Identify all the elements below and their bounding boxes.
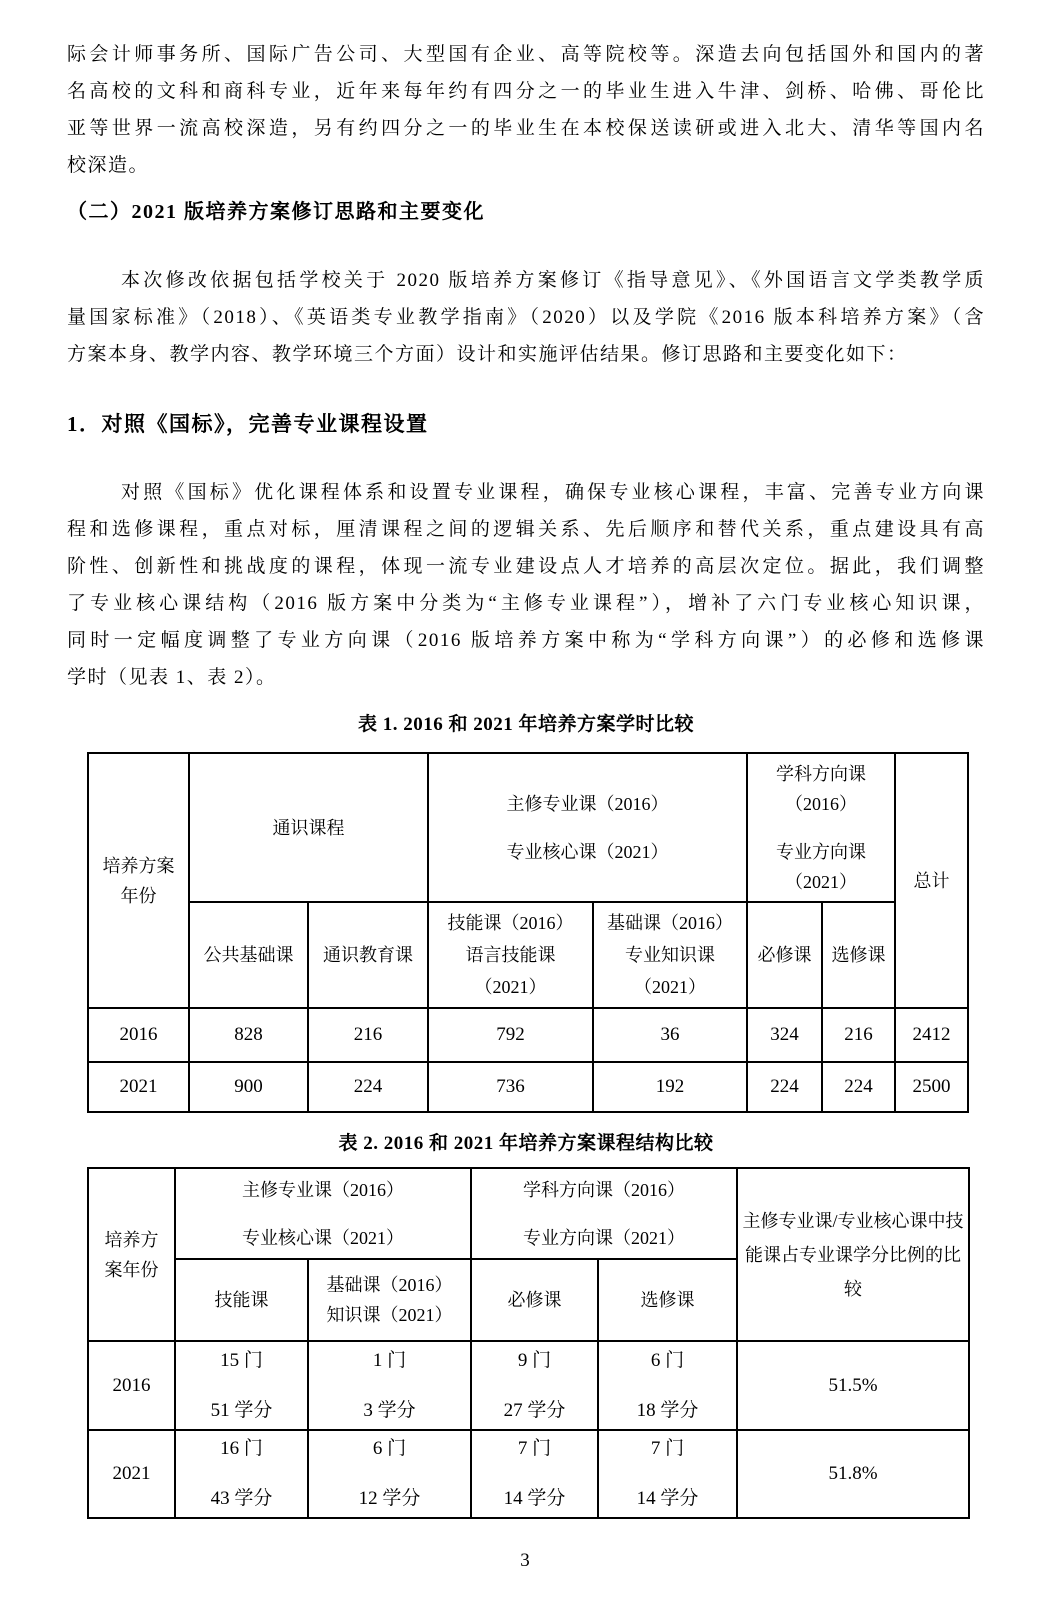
text-line: 了专业核心课结构（2016 版方案中分类为“主修专业课程”），增补了六门专业核心知识课， bbox=[67, 593, 985, 614]
cell-text: 7 门 bbox=[517, 1438, 552, 1459]
page-number: 3 bbox=[520, 1550, 530, 1571]
table1-hours-comparison bbox=[87, 752, 969, 1113]
text-line: 名高校的文科和商科专业，近年来每年约有四分之一的毕业生进入牛津、剑桥、哈佛、哥伦比 bbox=[67, 81, 985, 102]
table-row bbox=[88, 1008, 968, 1062]
header-text: 案年份 bbox=[104, 1259, 159, 1280]
header-text: 培养方案 bbox=[102, 855, 175, 876]
text-line: 程和选修课程，重点对标，厘清课程之间的逻辑关系、先后顺序和替代关系，重点建设具有高 bbox=[67, 519, 985, 540]
cell-text: 15 门 bbox=[220, 1349, 263, 1371]
subsection-heading: 1．对照《国标》，完善专业课程设置 bbox=[67, 412, 429, 436]
header-text: （2021） bbox=[634, 977, 706, 997]
header-text: 基础课（2016） bbox=[607, 913, 733, 933]
para-continuation bbox=[67, 36, 985, 184]
table-cell: 2412 bbox=[895, 1008, 968, 1062]
text-line: 方案本身、教学内容、教学环境三个方面）设计和实施评估结果。修订思路和主要变化如下： bbox=[67, 344, 908, 365]
table-cell: 324 bbox=[747, 1008, 822, 1062]
cell-text: 3 学分 bbox=[363, 1399, 416, 1421]
table-cell bbox=[175, 1341, 308, 1430]
table-cell bbox=[598, 1430, 737, 1518]
t1-header-skill bbox=[428, 902, 593, 1008]
t2-header-year bbox=[88, 1168, 175, 1341]
t1-header-major-group bbox=[428, 753, 747, 902]
cell-text: 18 学分 bbox=[636, 1399, 699, 1421]
table-cell: 36 bbox=[593, 1008, 747, 1062]
t1-header-required: 必修课 bbox=[747, 902, 822, 1008]
t1-header-year bbox=[88, 753, 189, 1008]
cell-text: 16 门 bbox=[220, 1438, 263, 1459]
header-text: 专业方向课 bbox=[776, 841, 866, 862]
cell-text: 27 学分 bbox=[503, 1399, 566, 1421]
header-text: 培养方 bbox=[104, 1229, 159, 1250]
header-text: 专业核心课（2021） bbox=[242, 1227, 404, 1248]
table1-caption: 表 1. 2016 和 2021 年培养方案学时比较 bbox=[357, 714, 694, 735]
table-cell: 51.5% bbox=[737, 1341, 969, 1430]
cell-text: 14 学分 bbox=[503, 1488, 566, 1509]
t2-header-skill: 技能课 bbox=[175, 1259, 308, 1341]
header-text: 专业知识课 bbox=[625, 945, 715, 965]
t1-header-general-group: 通识课程 bbox=[189, 753, 428, 902]
table-cell bbox=[598, 1341, 737, 1430]
text-line: 本次修改依据包括学校关于 2020 版培养方案修订《指导意见》、《外国语言文学类教学质 bbox=[121, 270, 985, 291]
table-cell: 216 bbox=[308, 1008, 428, 1062]
table2-structure-comparison bbox=[87, 1167, 970, 1519]
table-row bbox=[88, 1430, 969, 1518]
table-cell: 2021 bbox=[88, 1430, 175, 1518]
table-cell: 224 bbox=[822, 1062, 895, 1112]
table-row bbox=[88, 1341, 969, 1430]
table2-caption: 表 2. 2016 和 2021 年培养方案课程结构比较 bbox=[338, 1133, 714, 1154]
para-revision-basis bbox=[67, 262, 985, 373]
table-cell bbox=[308, 1341, 471, 1430]
table-cell: 216 bbox=[822, 1008, 895, 1062]
t1-header-direction-group bbox=[747, 753, 895, 902]
header-text: 专业方向课（2021） bbox=[523, 1227, 685, 1248]
text-line: 际会计师事务所、国际广告公司、大型国有企业、高等院校等。深造去向包括国外和国内的著 bbox=[67, 44, 985, 65]
text-line: 亚等世界一流高校深造，另有约四分之一的毕业生在本校保送读研或进入北大、清华等国内名 bbox=[67, 118, 985, 139]
table-cell: 792 bbox=[428, 1008, 593, 1062]
t2-header-major-group bbox=[175, 1168, 471, 1259]
t2-header-ratio: 主修专业课/专业核心课中技能课占专业课学分比例的比较 bbox=[737, 1168, 969, 1341]
t2-header-direction-group bbox=[471, 1168, 737, 1259]
header-text: 技能课（2016） bbox=[447, 913, 574, 933]
cell-text: 51 学分 bbox=[210, 1399, 273, 1421]
table-cell bbox=[471, 1430, 598, 1518]
t2-header-basic bbox=[308, 1259, 471, 1341]
table-cell: 192 bbox=[593, 1062, 747, 1112]
t1-header-general-edu: 通识教育课 bbox=[308, 902, 428, 1008]
cell-text: 1 门 bbox=[372, 1349, 407, 1371]
table-cell: 2021 bbox=[88, 1062, 189, 1112]
t2-header-required: 必修课 bbox=[471, 1259, 598, 1341]
cell-text: 12 学分 bbox=[358, 1488, 421, 1509]
text-line: 对照《国标》优化课程体系和设置专业课程，确保专业核心课程，丰富、完善专业方向课 bbox=[121, 482, 985, 503]
text-line: 量国家标准》（2018）、《英语类专业教学指南》（2020）以及学院《2016 版本科培养方案》（含 bbox=[67, 307, 985, 328]
cell-text: 6 门 bbox=[372, 1438, 407, 1459]
text-line: 阶性、创新性和挑战度的课程，体现一流专业建设点人才培养的高层次定位。据此，我们调整 bbox=[67, 556, 985, 577]
header-text: （2021） bbox=[785, 871, 857, 892]
text-line: 校深造。 bbox=[67, 155, 150, 176]
t2-header-elective: 选修课 bbox=[598, 1259, 737, 1341]
table-cell: 828 bbox=[189, 1008, 308, 1062]
text-line: 同时一定幅度调整了专业方向课（2016 版培养方案中称为“学科方向课”）的必修和选修课 bbox=[67, 630, 985, 651]
header-text: 主修专业课（2016） bbox=[506, 793, 669, 814]
header-text: 年份 bbox=[120, 885, 157, 906]
text-line: 学时（见表 1、表 2）。 bbox=[67, 667, 277, 688]
cell-text: 6 门 bbox=[650, 1349, 685, 1371]
table-cell: 2500 bbox=[895, 1062, 968, 1112]
cell-text: 14 学分 bbox=[636, 1488, 699, 1509]
table-cell: 224 bbox=[308, 1062, 428, 1112]
table-cell bbox=[471, 1341, 598, 1430]
t1-header-public-basic: 公共基础课 bbox=[189, 902, 308, 1008]
header-text: 专业核心课（2021） bbox=[506, 841, 669, 862]
table-cell bbox=[175, 1430, 308, 1518]
header-text: 知识课（2021） bbox=[326, 1305, 453, 1325]
header-text: 基础课（2016） bbox=[326, 1275, 453, 1295]
table-cell bbox=[308, 1430, 471, 1518]
cell-text: 7 门 bbox=[650, 1438, 685, 1459]
header-text: 主修专业课（2016） bbox=[242, 1179, 404, 1200]
cell-text: 43 学分 bbox=[210, 1488, 273, 1509]
table-cell: 900 bbox=[189, 1062, 308, 1112]
header-text: （2016） bbox=[785, 793, 857, 814]
header-text: 学科方向课（2016） bbox=[523, 1179, 685, 1200]
header-text: 学科方向课 bbox=[776, 763, 866, 784]
cell-text: 9 门 bbox=[517, 1349, 552, 1371]
table-cell: 2016 bbox=[88, 1008, 189, 1062]
header-text: （2021） bbox=[474, 977, 547, 997]
table-cell: 51.8% bbox=[737, 1430, 969, 1518]
t1-header-elective: 选修课 bbox=[822, 902, 895, 1008]
table-cell: 224 bbox=[747, 1062, 822, 1112]
t1-header-basic bbox=[593, 902, 747, 1008]
para-course-optimization bbox=[67, 474, 985, 696]
table-cell: 736 bbox=[428, 1062, 593, 1112]
header-text: 语言技能课 bbox=[465, 945, 556, 965]
section-heading: （二）2021 版培养方案修订思路和主要变化 bbox=[67, 201, 485, 223]
t1-header-total: 总计 bbox=[895, 753, 968, 1008]
table-row bbox=[88, 1062, 968, 1112]
table-cell: 2016 bbox=[88, 1341, 175, 1430]
